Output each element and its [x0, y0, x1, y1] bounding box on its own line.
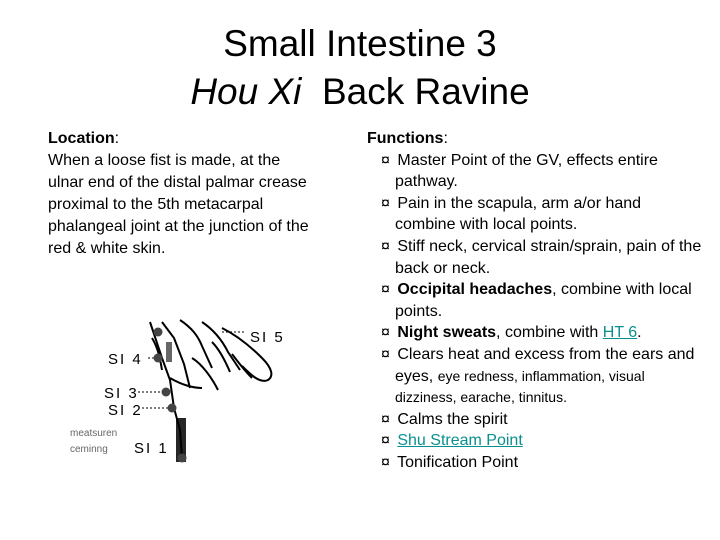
location-section: Location: When a loose fist is made, at the ulnar end of the distal palmar crease proximal to the 5th metacarpal phalangeal joint at the junction of the red & white skin. — [48, 130, 309, 257]
function-bold-text: Night sweats — [397, 324, 497, 342]
function-text: Calms the spirit — [397, 410, 508, 428]
si5-point — [154, 328, 163, 337]
function-small-text: eye redness, inflammation, visual dizziness, earache, tinnitus. — [395, 367, 645, 406]
function-item — [367, 150, 702, 193]
bullet-icon: ¤ — [381, 281, 390, 299]
bullet-icon: ¤ — [381, 410, 390, 428]
function-text: , combine with — [496, 324, 603, 342]
functions-section: Functions: ¤ Master Point of the GV, effects entire pathway. ¤ Pain in the scapula, arm a/or hand combine with local points. ¤ Stiff neck, cervical strain/sprain, pain of the back or neck. ¤ Occipital headaches, combine with local points. ¤ Night sweats, combine with HT 6. ¤ Clears heat and excess from the ears and eyes, eye redness, inflammation, visual dizziness, earache, tinnitus. ¤ Calms the spirit ¤ Shu Stream Point ¤ Tonification Point — [367, 128, 702, 474]
function-item — [367, 452, 702, 474]
bullet-icon: ¤ — [381, 194, 390, 212]
bullet-icon: ¤ — [381, 324, 390, 342]
function-bold-text: Occipital headaches — [397, 281, 553, 299]
bullet-icon: ¤ — [381, 345, 390, 363]
si2-point — [168, 404, 177, 413]
location-text: When a loose fist is made, at the ulnar end of the distal palmar crease proximal to the 5th metacarpal phalangeal joint at the junction of the red & white skin. — [48, 152, 309, 257]
function-text: Stiff neck, cervical strain/sprain, pain of the back or neck. — [395, 237, 702, 277]
si5-label: SI 5 — [250, 329, 285, 346]
function-item — [367, 236, 702, 279]
function-text: Clears heat and excess from the ears and eyes, — [395, 345, 695, 385]
function-item — [367, 193, 702, 236]
function-item — [367, 409, 702, 431]
si1-label: SI 1 — [134, 440, 169, 457]
function-text-end: . — [637, 324, 642, 342]
si4-point — [154, 354, 163, 363]
location-label: Location — [48, 130, 115, 147]
si4-label: SI 4 — [108, 351, 143, 368]
function-item — [367, 344, 702, 409]
function-item — [367, 322, 702, 344]
function-text: Tonification Point — [397, 453, 519, 471]
figure-caption-1: meatsuren — [70, 428, 118, 439]
shu-stream-point-link[interactable]: Shu Stream Point — [397, 432, 523, 450]
function-text: Pain in the scapula, arm a/or hand combine with local points. — [395, 194, 642, 234]
page-subtitle — [0, 72, 720, 112]
function-item — [367, 430, 702, 452]
si1-point — [178, 454, 187, 463]
english-name: Back Ravine — [321, 71, 530, 112]
si3-label: SI 3 — [104, 385, 139, 402]
function-text: Master Point of the GV, effects entire pathway. — [395, 151, 658, 191]
si2-label: SI 2 — [108, 402, 143, 419]
page-title: Small Intestine 3 — [223, 23, 497, 64]
ht6-link[interactable]: HT 6 — [602, 324, 638, 342]
bullet-icon: ¤ — [381, 237, 390, 255]
si3-point — [162, 388, 171, 397]
pinyin-name: Hou Xi — [190, 71, 302, 112]
figure-caption-2: ceminng — [70, 444, 108, 455]
function-item — [367, 279, 702, 322]
bullet-icon: ¤ — [381, 151, 390, 169]
hand-diagram — [62, 318, 302, 470]
functions-label: Functions — [367, 130, 444, 147]
bullet-icon: ¤ — [381, 432, 390, 450]
function-text: , combine with local points. — [395, 281, 692, 320]
bullet-icon: ¤ — [381, 453, 390, 471]
